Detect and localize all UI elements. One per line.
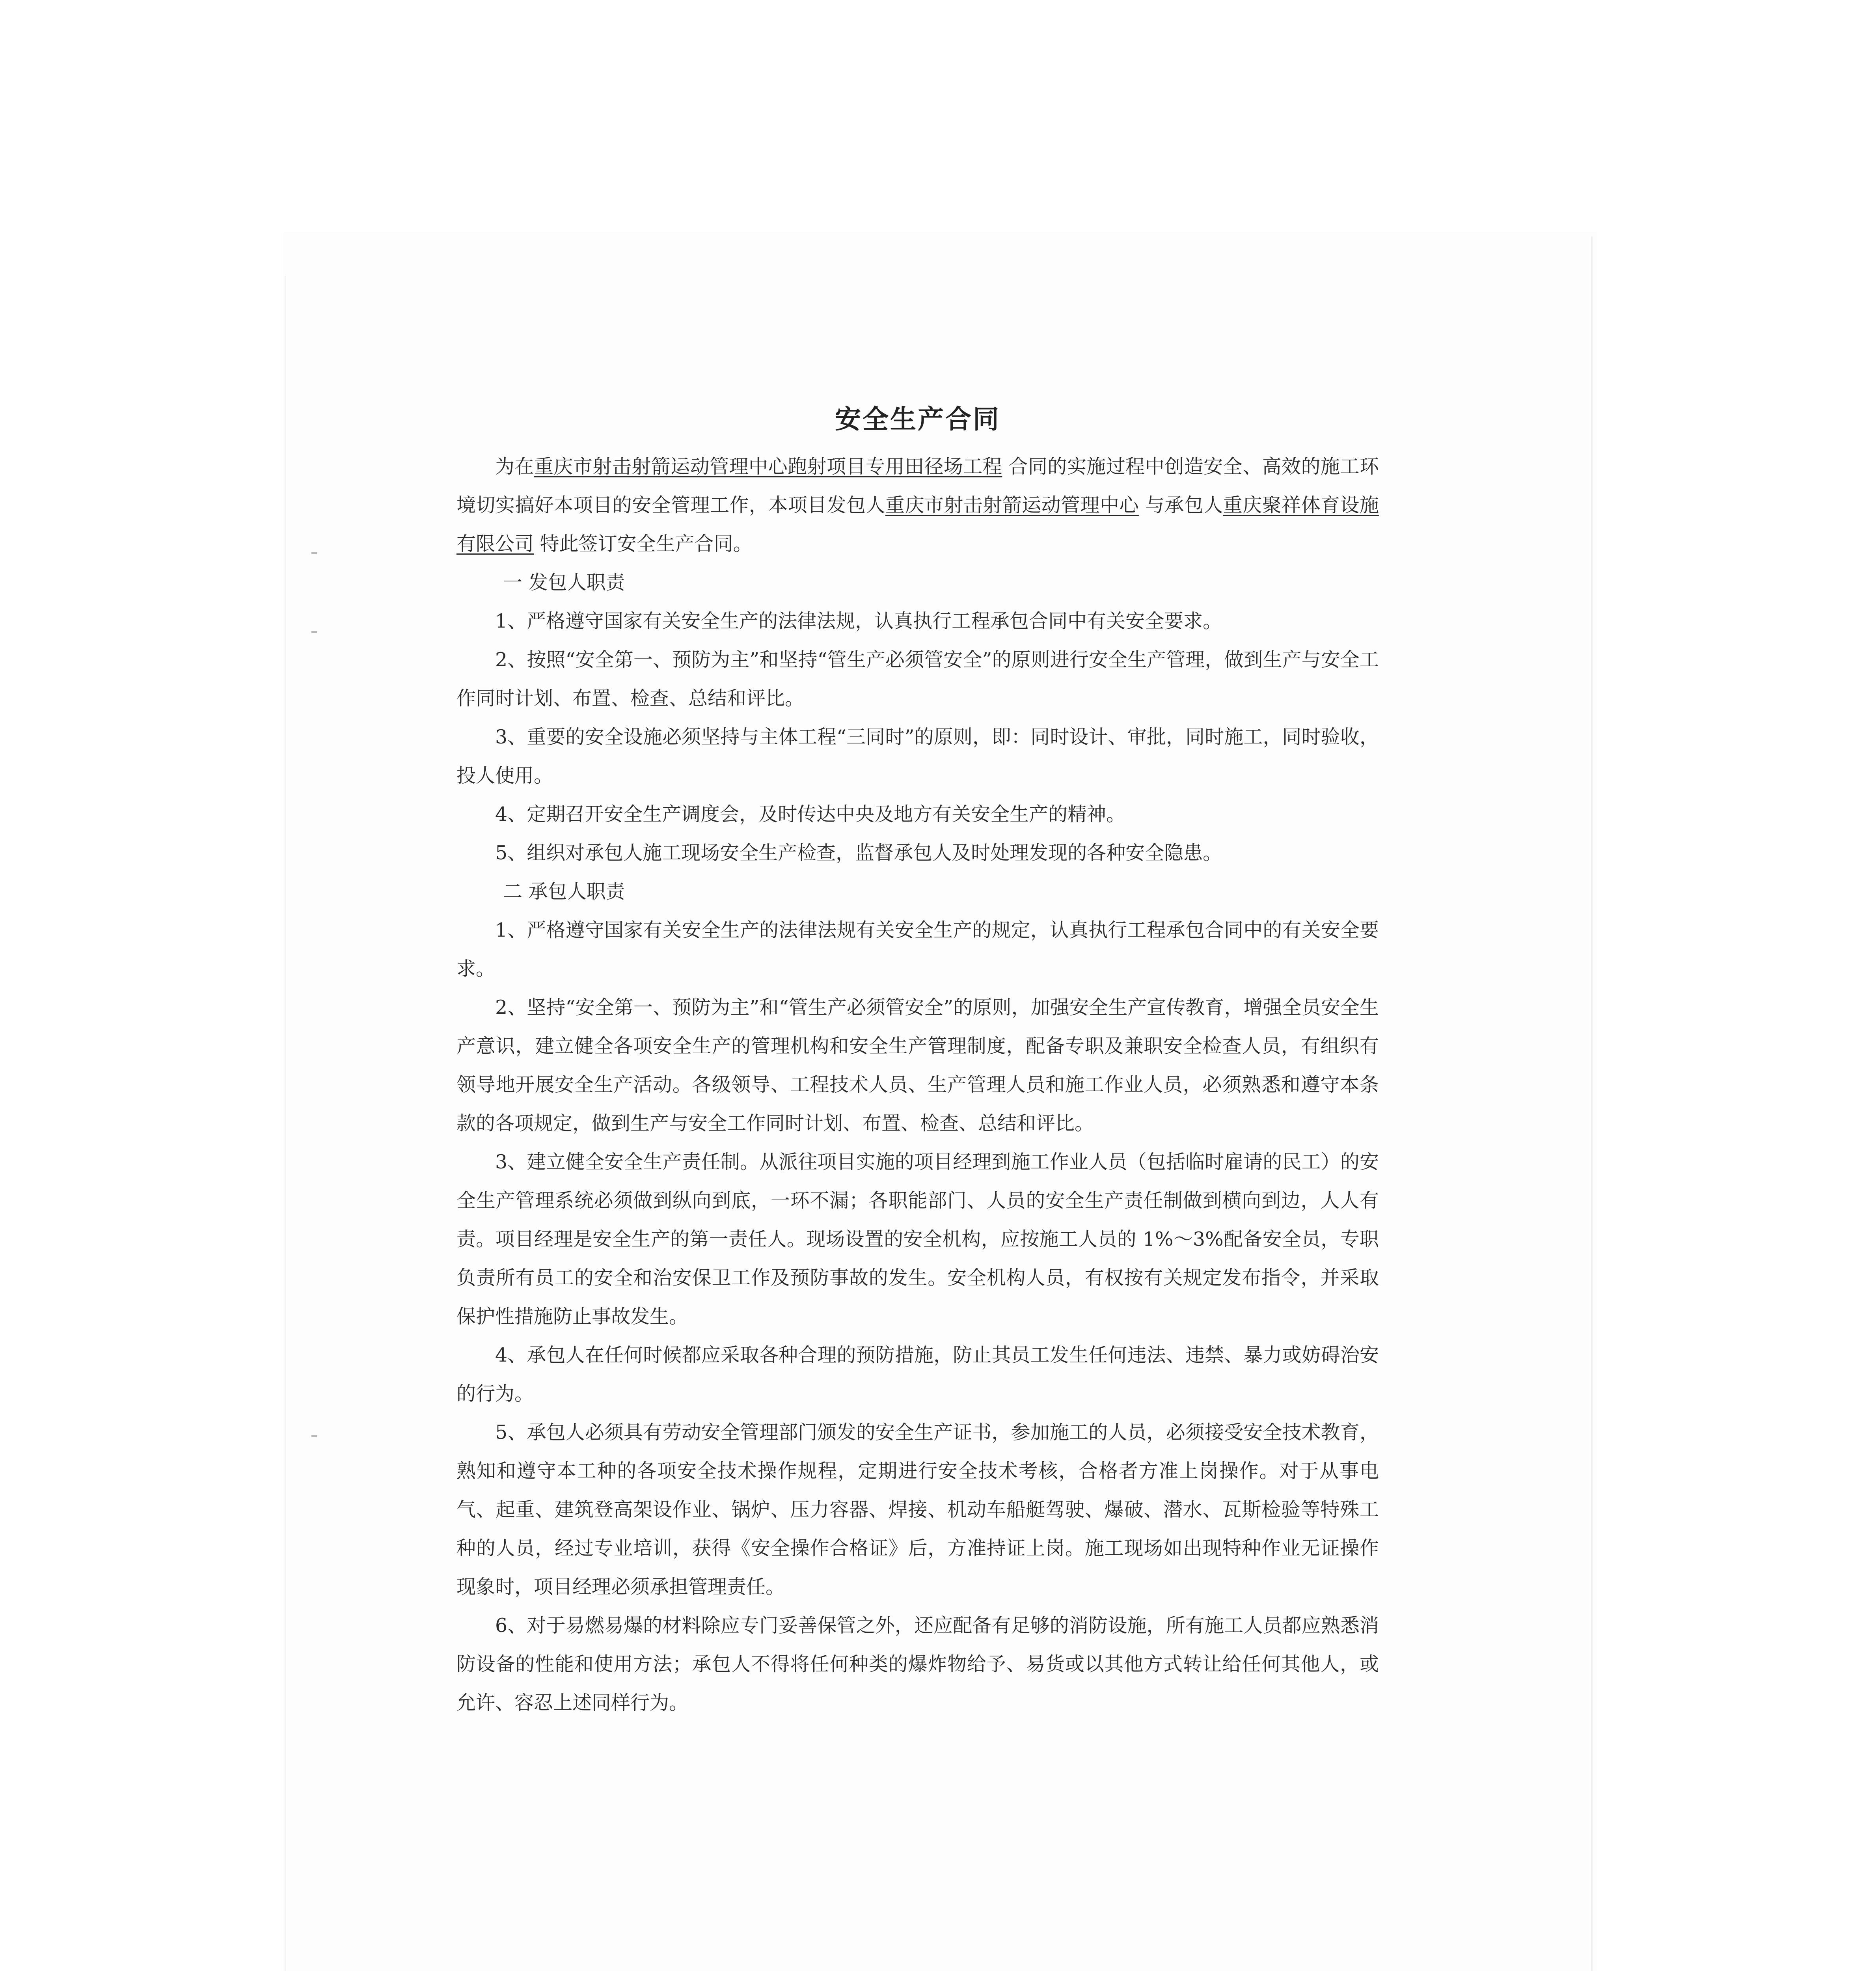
contractor-clause-2: 2、坚持“安全第一、预防为主”和“管生产必须管安全”的原则，加强安全生产宣传教育，增强全员安全生产意识，建立健全各项安全生产的管理机构和安全生产管理制度，配备专职及兼职安全检查人员，有组织有领导地开展安全生产活动。各级领导、工程技术人员、生产管理人员和施工作业人员，必须熟悉和遵守本条款的各项规定，做到生产与安全工作同时计划、布置、检查、总结和评比。: [456, 996, 1379, 1135]
section-heading-employer: 一 发包人职责: [503, 571, 625, 594]
employer-clause-4: 4、定期召开安全生产调度会，及时传达中央及地方有关安全生产的精神。: [495, 803, 1126, 825]
contractor-name: 重庆聚祥体育设施有限公司: [456, 494, 1379, 555]
project-name: 重庆市射击射箭运动管理中心跑射项目专用田径场工程: [534, 455, 1002, 478]
intro-text-2: 合同的实施过程中创造安全、高效的施工环境切实搞好本项目的安全管理工作，本项目发包人: [456, 455, 1379, 516]
binding-mark: [311, 552, 317, 554]
contractor-clause-4: 4、承包人在任何时候都应采取各种合理的预防措施，防止其员工发生任何违法、违禁、暴力或妨碍治安的行为。: [456, 1344, 1379, 1405]
scan-edge-right: [1591, 237, 1593, 1971]
section-heading-contractor: 二 承包人职责: [503, 880, 625, 903]
employer-clause-1: 1、严格遵守国家有关安全生产的法律法规，认真执行工程承包合同中有关安全要求。: [495, 610, 1222, 632]
binding-mark: [311, 631, 317, 633]
document-title: 安全生产合同: [835, 404, 1000, 434]
contract-document: [456, 398, 1379, 1722]
employer-clause-3: 3、重要的安全设施必须坚持与主体工程“三同时”的原则，即：同时设计、审批，同时施工，同时验收，投人使用。: [456, 726, 1379, 787]
contractor-clause-6: 6、对于易燃易爆的材料除应专门妥善保管之外，还应配备有足够的消防设施，所有施工人员都应熟悉消防设备的性能和使用方法；承包人不得将任何种类的爆炸物给予、易货或以其他方式转让给任何其他人，或允许、容忍上述同样行为。: [456, 1614, 1379, 1714]
scan-edge-left: [285, 276, 286, 1971]
employer-clause-5: 5、组织对承包人施工现场安全生产检查，监督承包人及时处理发现的各种安全隐患。: [495, 842, 1222, 864]
intro-text-3: 与承包人: [1145, 494, 1223, 516]
intro-text-1: 为在: [495, 455, 534, 478]
employer-clause-2: 2、按照“安全第一、预防为主”和坚持“管生产必须管安全”的原则进行安全生产管理，做到生产与安全工作同时计划、布置、检查、总结和评比。: [456, 648, 1379, 710]
intro-paragraph: [456, 447, 1379, 563]
binding-mark: [311, 1435, 317, 1437]
intro-text-4: 特此签订安全生产合同。: [540, 533, 753, 555]
contractor-clause-5: 5、承包人必须具有劳动安全管理部门颁发的安全生产证书，参加施工的人员，必须接受安全技术教育，熟知和遵守本工种的各项安全技术操作规程，定期进行安全技术考核，合格者方准上岗操作。对于从事电气、起重、建筑登高架设作业、锅炉、压力容器、焊接、机动车船艇驾驶、爆破、潜水、瓦斯检验等特殊工种的人员，经过专业培训，获得《安全操作合格证》后，方准持证上岗。施工现场如出现特种作业无证操作现象时，项目经理必须承担管理责任。: [456, 1421, 1379, 1598]
employer-name: 重庆市射击射箭运动管理中心: [885, 494, 1139, 516]
contractor-clause-3: 3、建立健全安全生产责任制。从派往项目实施的项目经理到施工作业人员（包括临时雇请的民工）的安全生产管理系统必须做到纵向到底，一环不漏；各职能部门、人员的安全生产责任制做到横向到边，人人有责。项目经理是安全生产的第一责任人。现场设置的安全机构，应按施工人员的 1%～3%配备安全员，专职负责所有员工的安全和治安保卫工作及预防事故的发生。安全机构人员，有权按有关规定发布指令，并采取保护性措施防止事故发生。: [456, 1151, 1379, 1328]
contractor-clause-1: 1、严格遵守国家有关安全生产的法律法规有关安全生产的规定，认真执行工程承包合同中的有关安全要求。: [456, 919, 1379, 980]
